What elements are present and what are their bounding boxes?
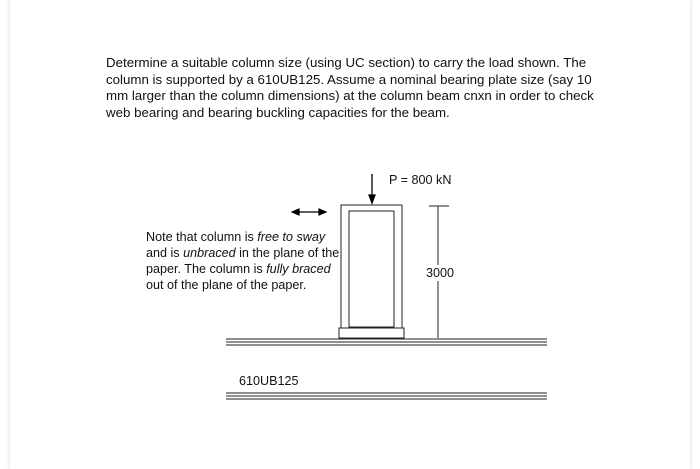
height-label: 3000: [426, 266, 455, 280]
note-part: out of the plane of the paper.: [146, 278, 307, 292]
support-beam-bottom: [226, 393, 547, 399]
load-label: P = 800 kN: [389, 173, 452, 187]
note-unbraced: unbraced: [183, 246, 236, 260]
note-part: and is: [146, 246, 184, 260]
base-plate: [339, 328, 404, 338]
support-beam-top: [226, 339, 547, 345]
note-free-to-sway: free to sway: [257, 230, 326, 244]
note-fully-braced: fully braced: [266, 262, 331, 276]
note-part: Note that column is: [146, 230, 258, 244]
problem-statement: Determine a suitable column size (using UC section) to carry the load shown. The column is supported by a 610UB125. Assume a nominal bearing plate size (say 10 mm larger than the column dimensions) at the column beam cnxn in order to check web bearing and bearing buckling capacities for the beam.: [106, 55, 594, 120]
column: [341, 205, 402, 328]
note-text: [146, 229, 346, 293]
note-part: in the plane of the paper. The column is: [146, 246, 340, 276]
load-arrow: [369, 174, 375, 203]
sway-arrow: [292, 209, 326, 215]
beam-label: 610UB125: [239, 374, 299, 388]
